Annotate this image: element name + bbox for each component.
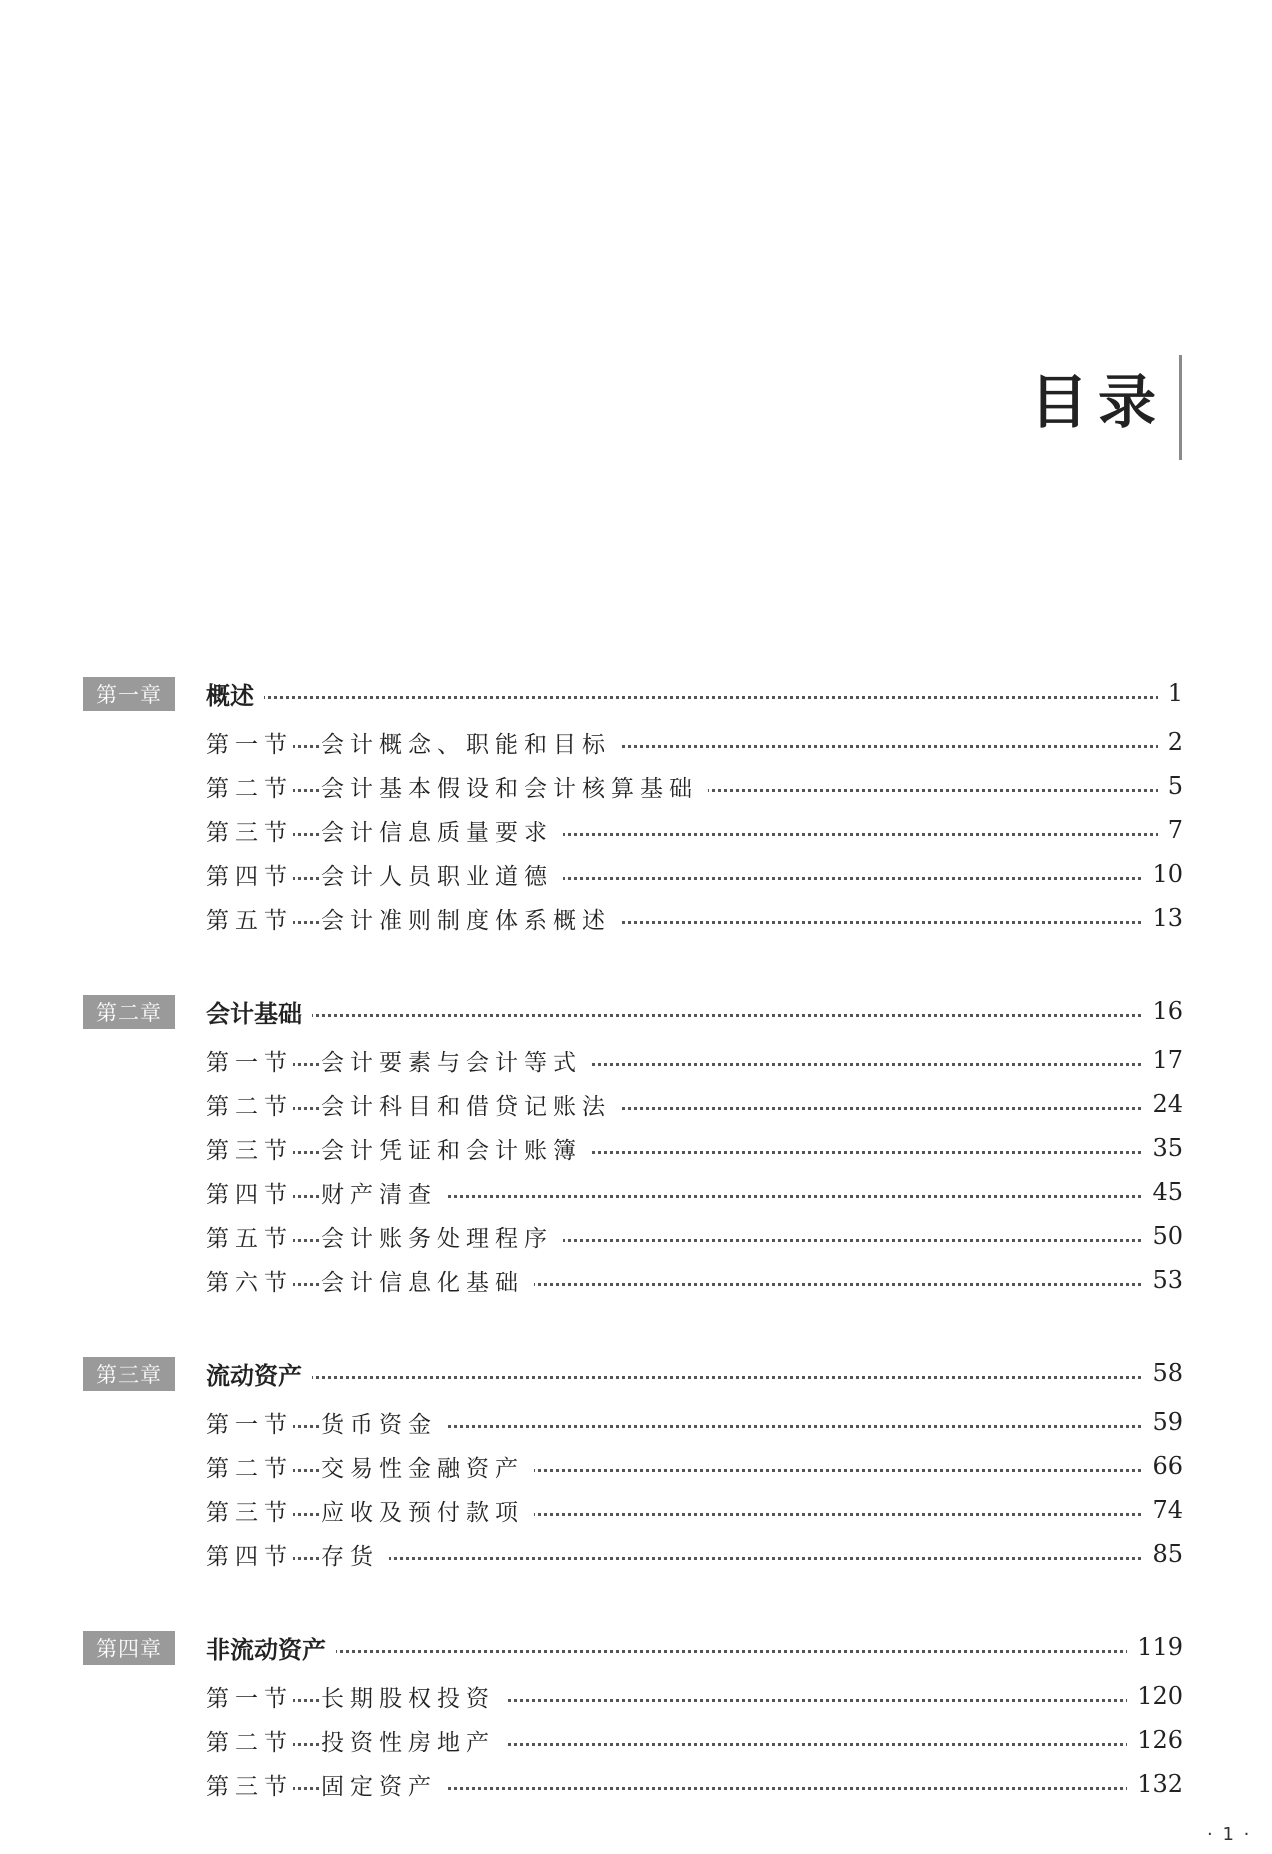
section-title: 会计人员职业道德 <box>321 858 563 891</box>
section-row[interactable] <box>83 1718 1183 1762</box>
section-title: 会计要素与会计等式 <box>321 1044 592 1077</box>
section-title: 存货 <box>321 1538 389 1571</box>
section-row[interactable] <box>83 1214 1183 1258</box>
section-page: 35 <box>1142 1134 1183 1162</box>
page-number: · 1 · <box>1207 1824 1252 1845</box>
section-title: 长期股权投资 <box>321 1680 505 1713</box>
leader-dots <box>208 1650 1183 1653</box>
section-label: 第六节 <box>206 1264 293 1297</box>
chapter-1 <box>83 670 1183 940</box>
section-row[interactable] <box>83 1674 1183 1718</box>
chapter-row[interactable] <box>83 1350 1183 1396</box>
chapter-page: 58 <box>1142 1359 1183 1387</box>
section-label: 第一节 <box>206 1044 293 1077</box>
section-page: 59 <box>1142 1408 1183 1436</box>
section-label: 第四节 <box>206 1538 293 1571</box>
section-title: 会计基本假设和会计核算基础 <box>321 770 708 803</box>
section-label: 第五节 <box>206 902 293 935</box>
chapter-tag: 第二章 <box>83 995 175 1029</box>
section-label: 第四节 <box>206 858 293 891</box>
section-page: 53 <box>1142 1266 1183 1294</box>
chapter-page: 16 <box>1142 997 1183 1025</box>
section-title: 会计凭证和会计账簿 <box>321 1132 592 1165</box>
section-title: 会计账务处理程序 <box>321 1220 563 1253</box>
section-page: 10 <box>1142 860 1183 888</box>
toc-heading <box>1030 355 1184 439</box>
chapter-page: 119 <box>1127 1633 1183 1661</box>
section-label: 第二节 <box>206 1088 293 1121</box>
table-of-contents <box>83 670 1183 1854</box>
chapter-tag: 第四章 <box>83 1631 175 1665</box>
section-row[interactable] <box>83 1762 1183 1806</box>
section-row[interactable] <box>83 1532 1183 1576</box>
section-page: 126 <box>1127 1726 1183 1754</box>
section-row[interactable] <box>83 1258 1183 1302</box>
section-title: 会计概念、职能和目标 <box>321 726 621 759</box>
section-title: 会计准则制度体系概述 <box>321 902 621 935</box>
section-page: 45 <box>1142 1178 1183 1206</box>
section-page: 120 <box>1127 1682 1183 1710</box>
section-label: 第三节 <box>206 1132 293 1165</box>
section-row[interactable] <box>83 1170 1183 1214</box>
chapter-title: 会计基础 <box>206 994 312 1029</box>
chapter-tag: 第三章 <box>83 1357 175 1391</box>
chapter-title: 非流动资产 <box>206 1630 336 1665</box>
section-row[interactable] <box>83 1488 1183 1532</box>
leader-dots <box>208 1376 1183 1379</box>
chapter-row[interactable] <box>83 988 1183 1034</box>
chapter-tag: 第一章 <box>83 677 175 711</box>
section-row[interactable] <box>83 852 1183 896</box>
chapter-3 <box>83 1350 1183 1576</box>
section-label: 第二节 <box>206 1724 293 1757</box>
section-title: 财产清查 <box>321 1176 447 1209</box>
section-label: 第一节 <box>206 1406 293 1439</box>
section-row[interactable] <box>83 1400 1183 1444</box>
leader-dots <box>208 1014 1183 1017</box>
section-title: 投资性房地产 <box>321 1724 505 1757</box>
section-label: 第三节 <box>206 1768 293 1801</box>
section-label: 第二节 <box>206 770 293 803</box>
section-page: 66 <box>1142 1452 1183 1480</box>
section-label: 第三节 <box>206 814 293 847</box>
section-row[interactable] <box>83 764 1183 808</box>
chapter-4 <box>83 1624 1183 1806</box>
section-page: 85 <box>1142 1540 1183 1568</box>
page-title: 目录 <box>1029 368 1166 436</box>
section-row[interactable] <box>83 808 1183 852</box>
chapter-title: 流动资产 <box>206 1356 312 1391</box>
title-divider <box>1179 355 1182 460</box>
section-row[interactable] <box>83 720 1183 764</box>
section-row[interactable] <box>83 1038 1183 1082</box>
section-page: 74 <box>1142 1496 1183 1524</box>
section-title: 应收及预付款项 <box>321 1494 534 1527</box>
section-page: 5 <box>1158 772 1183 800</box>
chapter-row[interactable] <box>83 1624 1183 1670</box>
section-page: 17 <box>1142 1046 1183 1074</box>
section-label: 第一节 <box>206 726 293 759</box>
section-label: 第一节 <box>206 1680 293 1713</box>
section-row[interactable] <box>83 1082 1183 1126</box>
section-page: 50 <box>1142 1222 1183 1250</box>
section-title: 固定资产 <box>321 1768 447 1801</box>
section-page: 132 <box>1127 1770 1183 1798</box>
chapter-title: 概述 <box>206 676 264 711</box>
chapter-page: 1 <box>1158 679 1183 707</box>
section-label: 第五节 <box>206 1220 293 1253</box>
section-title: 会计科目和借贷记账法 <box>321 1088 621 1121</box>
section-row[interactable] <box>83 896 1183 940</box>
section-label: 第二节 <box>206 1450 293 1483</box>
section-row[interactable] <box>83 1444 1183 1488</box>
section-label: 第三节 <box>206 1494 293 1527</box>
chapter-row[interactable] <box>83 670 1183 716</box>
chapter-2 <box>83 988 1183 1302</box>
section-page: 13 <box>1142 904 1183 932</box>
section-title: 会计信息化基础 <box>321 1264 534 1297</box>
section-title: 货币资金 <box>321 1406 447 1439</box>
leader-dots <box>208 696 1183 699</box>
section-page: 7 <box>1158 816 1183 844</box>
section-title: 交易性金融资产 <box>321 1450 534 1483</box>
section-page: 2 <box>1158 728 1183 756</box>
section-title: 会计信息质量要求 <box>321 814 563 847</box>
section-row[interactable] <box>83 1126 1183 1170</box>
section-page: 24 <box>1142 1090 1183 1118</box>
section-label: 第四节 <box>206 1176 293 1209</box>
